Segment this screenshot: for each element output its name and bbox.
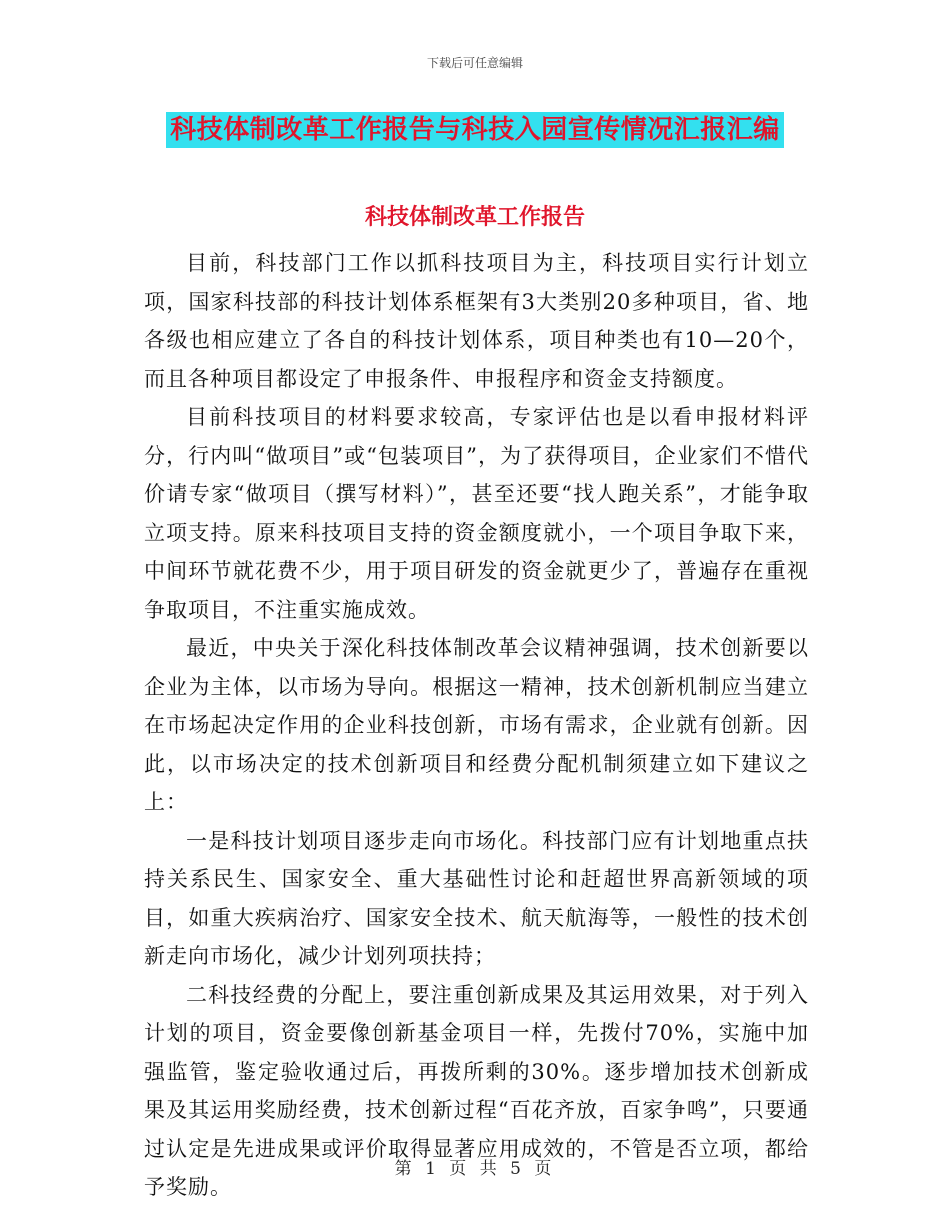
paragraph: 目前科技项目的材料要求较高，专家评估也是以看申报材料评分，行内叫“做项目”或“包装项目”，为了获得项目，企业家们不惜代价请专家“做项目（撰写材料）”，甚至还要“找人跑关系”，才能争取立项支持。原来科技项目支持的资金额度就小，一个项目争取下来，中间环节就花费不少，用于项目研发的资金就更少了，普遍存在重视争取项目，不注重实施成效。 bbox=[144, 405, 809, 622]
section-title: 科技体制改革工作报告 bbox=[364, 204, 585, 230]
paragraph: 最近，中央关于深化科技体制改革会议精神强调，技术创新要以企业为主体，以市场为导向。根据这一精神，技术创新机制应当建立在市场起决定作用的企业科技创新，市场有需求，企业就有创新。因此，以市场决定的技术创新项目和经费分配机制须建立如下建议之上： bbox=[144, 636, 809, 814]
page-number-footer: 第 1 页 共 5 页 bbox=[394, 1159, 556, 1179]
page-header-note: 下载后可任意编辑 bbox=[426, 56, 523, 70]
document-body bbox=[144, 244, 809, 1207]
paragraph: 一是科技计划项目逐步走向市场化。科技部门应有计划地重点扶持关系民生、国家安全、重大基础性讨论和赶超世界高新领域的项目，如重大疾病治疗、国家安全技术、航天航海等，一般性的技术创新走向市场化，减少计划列项扶持； bbox=[144, 828, 809, 968]
document-main-title: 科技体制改革工作报告与科技入园宣传情况汇报汇编 bbox=[166, 112, 784, 148]
paragraph: 目前，科技部门工作以抓科技项目为主，科技项目实行计划立项，国家科技部的科技计划体系框架有3大类别20多种项目，省、地各级也相应建立了各自的科技计划体系，项目种类也有10—20个，而且各种项目都设定了申报条件、申报程序和资金支持额度。 bbox=[144, 251, 809, 391]
paragraph: 二科技经费的分配上，要注重创新成果及其运用效果，对于列入计划的项目，资金要像创新基金项目一样，先拨付70%，实施中加强监管，鉴定验收通过后，再拨所剩的30%。逐步增加技术创新成果及其运用奖励经费，技术创新过程“百花齐放，百家争鸣”，只要通过认定是先进成果或评价取得显著应用成效的，不管是否立项，都给予奖励。 bbox=[144, 982, 809, 1199]
main-title-container bbox=[0, 112, 950, 148]
